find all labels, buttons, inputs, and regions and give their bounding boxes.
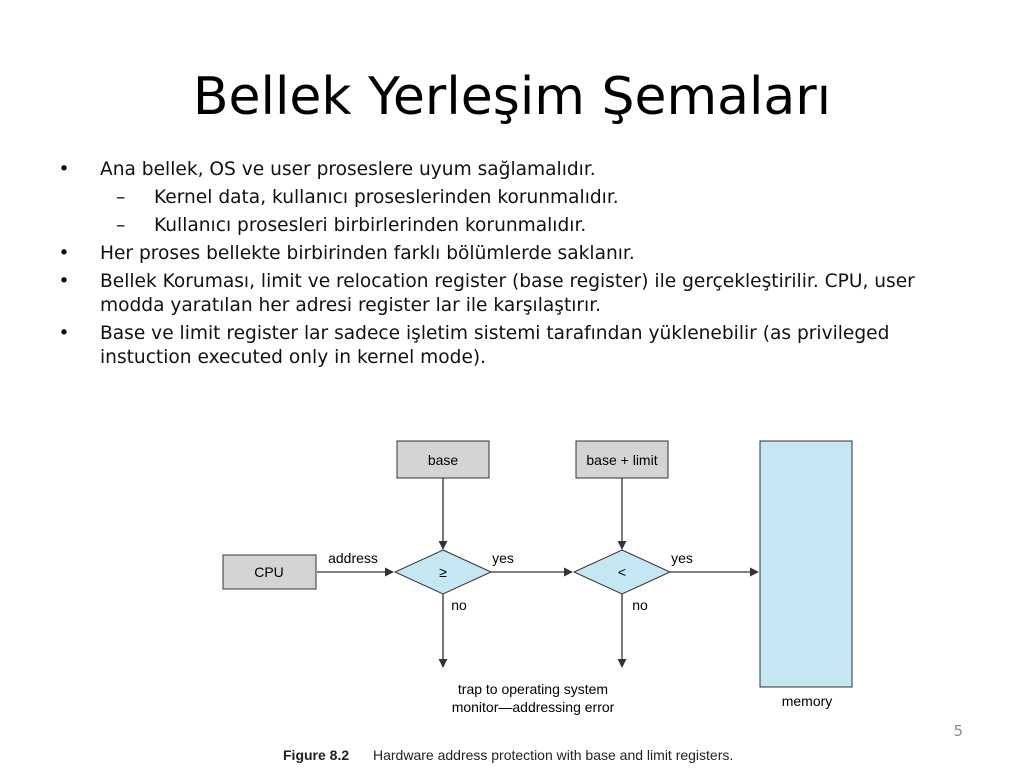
memory-block [760,441,852,687]
trap-label-line2: monitor—addressing error [451,699,615,715]
bullet-text: Base ve limit register lar sadece işletim sistemi tarafından yüklenebilir (as privileged instuction executed only in kernel mode). [100,323,890,368]
dash-marker: – [116,215,126,236]
sub-bullet-text: Kullanıcı prosesleri birbirlerinden korunmalıdır. [154,215,587,236]
yes-label-1: yes [492,550,514,566]
limit-register-label: base + limit [586,452,658,468]
memory-label: memory [781,693,833,709]
bullet-marker: • [58,271,70,292]
figure-caption: Hardware address protection with base and limit registers. [373,747,734,763]
slide-title: Bellek Yerleşim Şemaları [192,67,832,127]
no-label-1: no [451,597,467,613]
base-register-label: base [427,452,459,468]
bullet-text: Bellek Koruması, limit ve relocation register (base register) ile gerçekleştirilir. CPU, user modda yaratılan her adresi register lar ile karşılaştırır. [100,271,915,316]
yes-label-2: yes [671,550,693,566]
page-number: 5 [953,722,963,740]
bullet-marker: • [58,323,70,344]
bullet-text: Her proses bellekte birbirinden farklı bölümlerde saklanır. [100,243,635,264]
dash-marker: – [116,187,126,208]
cpu-label: CPU [254,564,284,580]
trap-label-line1: trap to operating system [457,681,609,697]
address-label: address [328,550,378,566]
greater-equal-symbol: ≥ [439,564,447,580]
sub-bullet-text: Kernel data, kullanıcı proseslerinden korunmalıdır. [154,187,619,208]
bullet-marker: • [58,243,70,264]
figure-number: Figure 8.2 [283,747,350,763]
bullet-marker: • [58,159,70,180]
bullet-text: Ana bellek, OS ve user proseslere uyum sağlamalıdır. [100,159,596,180]
no-label-2: no [632,597,648,613]
less-than-symbol: < [617,564,627,580]
